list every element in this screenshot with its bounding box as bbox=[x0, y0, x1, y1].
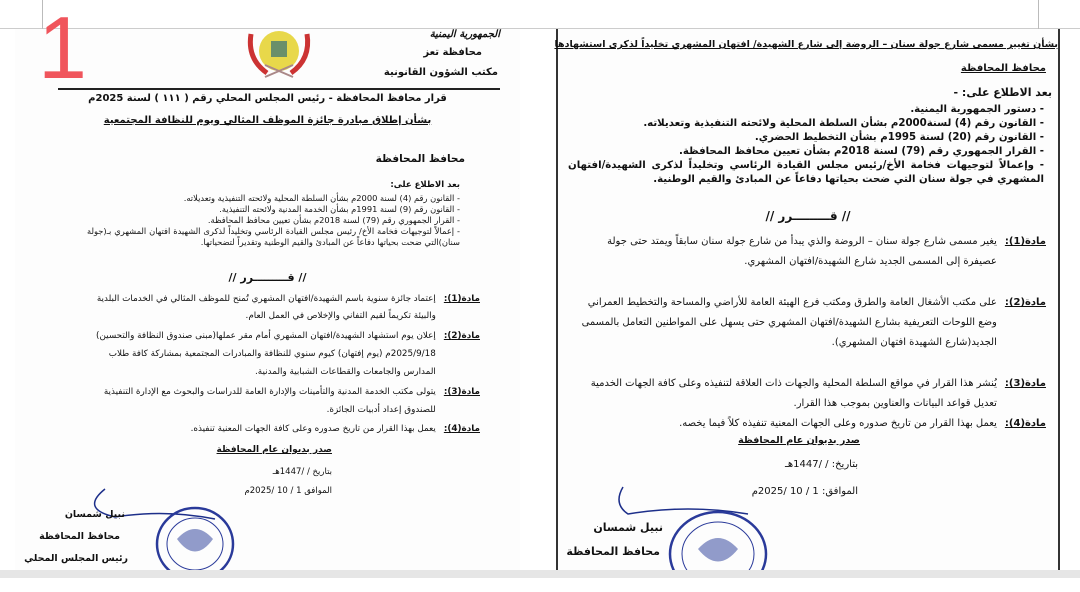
header-line: محافظة تعز bbox=[423, 47, 482, 58]
governor-heading: محافظ المحافظة bbox=[375, 153, 465, 165]
header-line: الجمهورية اليمنية bbox=[429, 29, 500, 40]
governor-heading: محافظ المحافظة bbox=[960, 63, 1046, 74]
gregorian-date: الموافق 1 / 10 /2025م bbox=[244, 486, 332, 496]
issued-at: صدر بديوان عام المحافظة bbox=[738, 435, 860, 446]
review-item: - القرار الجمهوري رقم (79) لسنة 2018م بشأن تعيين محافظ المحافظة. bbox=[87, 215, 460, 226]
header-rule bbox=[58, 88, 500, 90]
after-review: بعد الاطلاع على: - bbox=[953, 86, 1052, 99]
article-label: مادة(3): bbox=[1004, 378, 1046, 389]
article-label: مادة(4): bbox=[443, 424, 480, 434]
signatory-name: نبيل شمسان bbox=[593, 521, 663, 534]
hijri-date: بتاريخ: / /1447هـ bbox=[784, 459, 858, 470]
top-bar bbox=[0, 0, 1080, 29]
article bbox=[90, 327, 480, 381]
signatory-title: رئيس المجلس المحلي bbox=[24, 553, 128, 564]
article-label: مادة(2): bbox=[1004, 297, 1046, 308]
review-item: - دستور الجمهورية اليمنية. bbox=[568, 103, 1044, 117]
article bbox=[578, 414, 1046, 434]
header-line: مكتب الشؤون القانونية bbox=[383, 67, 498, 78]
article-label: مادة(3): bbox=[443, 387, 480, 397]
article-label: مادة(1): bbox=[443, 294, 480, 304]
article-text: إعلان يوم استشهاد الشهيدة/افتهان المشهري أمام مقر عملها(مبنى صندوق النظافة والتحسين) 2025/9/18م (يوم إفتهان) كيوم سنوي للنظافة والمبادرات المجتمعية بمشاركة كافة طلاب المدارس والجامعات والقطاعات الشبابية والمدنية. bbox=[96, 331, 436, 377]
signatory-title: محافظ المحافظة bbox=[39, 531, 120, 542]
decision-title: بشأن تغيير مسمى شارع جولة سنان – الروضة إلى شارع الشهيدة/ افتهان المشهري تخليداً لذكرى استشهادها bbox=[554, 39, 1058, 50]
article-text: يعمل بهذا القرار من تاريخ صدوره وعلى كافة الجهات المعنية تنفيذه. bbox=[190, 424, 436, 434]
article-text: يُنشر هذا القرار في مواقع السلطة المحلية والجهات ذات العلاقة لتنفيذه وعلى كافة الجهات الخدمية تعديل قواعد البيانات والعناوين بموجب هذا القرار. bbox=[590, 378, 997, 409]
decision-subtitle: بشأن إطلاق مبادرة جائزة الموظف المثالي ويوم للنظافة المجتمعية bbox=[103, 115, 432, 126]
issued-at: صدر بديوان عام المحافظة bbox=[216, 445, 332, 455]
article-text: يتولى مكتب الخدمة المدنية والتأمينات والإدارة العامة للدراسات والبحوث مع الإدارة التنفيذية للصندوق إعداد أدبيات الجائزة. bbox=[103, 387, 436, 415]
decides-heading: // قـــــــــرر // bbox=[228, 271, 307, 284]
document-right[interactable] bbox=[556, 29, 1060, 570]
bottom-band bbox=[0, 570, 1080, 578]
review-item: - القانون رقم (9) لسنة 1991م بشأن الخدمة المدنية ولائحته التنفيذية. bbox=[87, 204, 460, 215]
article-label: مادة(2): bbox=[443, 331, 480, 341]
review-item: - القرار الجمهوري رقم (79) لسنة 2018م بشأن تعيين محافظ المحافظة. bbox=[568, 145, 1044, 159]
article-text: يغير مسمى شارع جولة سنان – الروضة والذي يبدأ من شارع جولة سنان سابقاً ويمتد حتى جولة عصيفرة إلى المسمى الجديد شارع الشهيدة/افتهان المشهري. bbox=[607, 236, 997, 267]
review-list bbox=[568, 103, 1044, 187]
article bbox=[578, 232, 1046, 272]
article bbox=[578, 293, 1046, 353]
page-number: 1 bbox=[38, 0, 87, 97]
article bbox=[90, 291, 480, 325]
review-item: - القانون رقم (4) لسنة2000م بشأن السلطة المحلية ولائحته التنفيذية وتعديلاته. bbox=[568, 117, 1044, 131]
gregorian-date: الموافق: 1 / 10 /2025م bbox=[751, 486, 858, 497]
signatory-title: محافظ المحافظة bbox=[566, 545, 660, 558]
article-text: إعتماد جائزة سنوية باسم الشهيدة/افتهان المشهري تُمنح للموظف المثالي في الخدمات البلدية والبيئة تكريماً لقيم التفاني والإخلاص في العمل العام. bbox=[96, 294, 436, 321]
divider bbox=[1038, 0, 1039, 29]
signatory-name: نبيل شمسان bbox=[64, 509, 125, 520]
decides-heading: // قـــــــــرر // bbox=[765, 209, 851, 223]
review-list bbox=[87, 193, 460, 248]
hijri-date: بتاريخ / /1447هـ bbox=[272, 467, 332, 477]
after-review: بعد الاطلاع على: bbox=[390, 180, 460, 190]
decision-title: قرار محافظ المحافظة - رئيس المجلس المحلي رقم ( ١١١ ) لسنة 2025م bbox=[88, 93, 447, 104]
article-text: على مكتب الأشغال العامة والطرق ومكتب فرع الهيئة العامة للأراضي والمساحة والتخطيط العمراني وضع اللوحات التعريفية بشارع الشهيدة/افتهان المشهري حتى يسهل على المواطنين التعامل بالمسمى الجديد(شارع الشهيدة افتهان المشهري). bbox=[581, 297, 997, 348]
article-label: مادة(4): bbox=[1004, 418, 1046, 429]
yemen-emblem-icon bbox=[243, 29, 315, 79]
review-item: - القانون رقم (20) لسنة 1995م بشأن التخطيط الحضري. bbox=[568, 131, 1044, 145]
review-item: - القانون رقم (4) لسنة 2000م بشأن السلطة المحلية ولائحته التنفيذية وتعديلاته. bbox=[87, 193, 460, 204]
article bbox=[90, 421, 480, 438]
document-left[interactable] bbox=[15, 29, 520, 570]
bottom-area bbox=[0, 578, 1080, 592]
article bbox=[90, 383, 480, 419]
review-item: - وإعمالاً لتوجيهات فخامة الأخ/رئيس مجلس القيادة الرئاسي وتخليداً لذكرى الشهيدة/افتهان المشهري في جولة سنان التي ضحت بحياتها دفاعاً عن المبادئ والقيم الوطنية. bbox=[568, 159, 1044, 187]
article bbox=[578, 374, 1046, 414]
article-label: مادة(1): bbox=[1004, 236, 1046, 247]
article-text: يعمل بهذا القرار من تاريخ صدوره وعلى الجهات المعنية تنفيذه كلاً فيما يخصه. bbox=[679, 418, 997, 429]
review-item: - إعمالاً لتوجيهات فخامة الأخ/ رئيس مجلس القيادة الرئاسي وتخليداً لذكرى الشهيدة افتهان المشهري بـ(جولة سنان)التي ضحت بحياتها دفاعاً عن المبادئ والقيم الوطنية وتقديراً لتضحياتها. bbox=[87, 226, 460, 248]
